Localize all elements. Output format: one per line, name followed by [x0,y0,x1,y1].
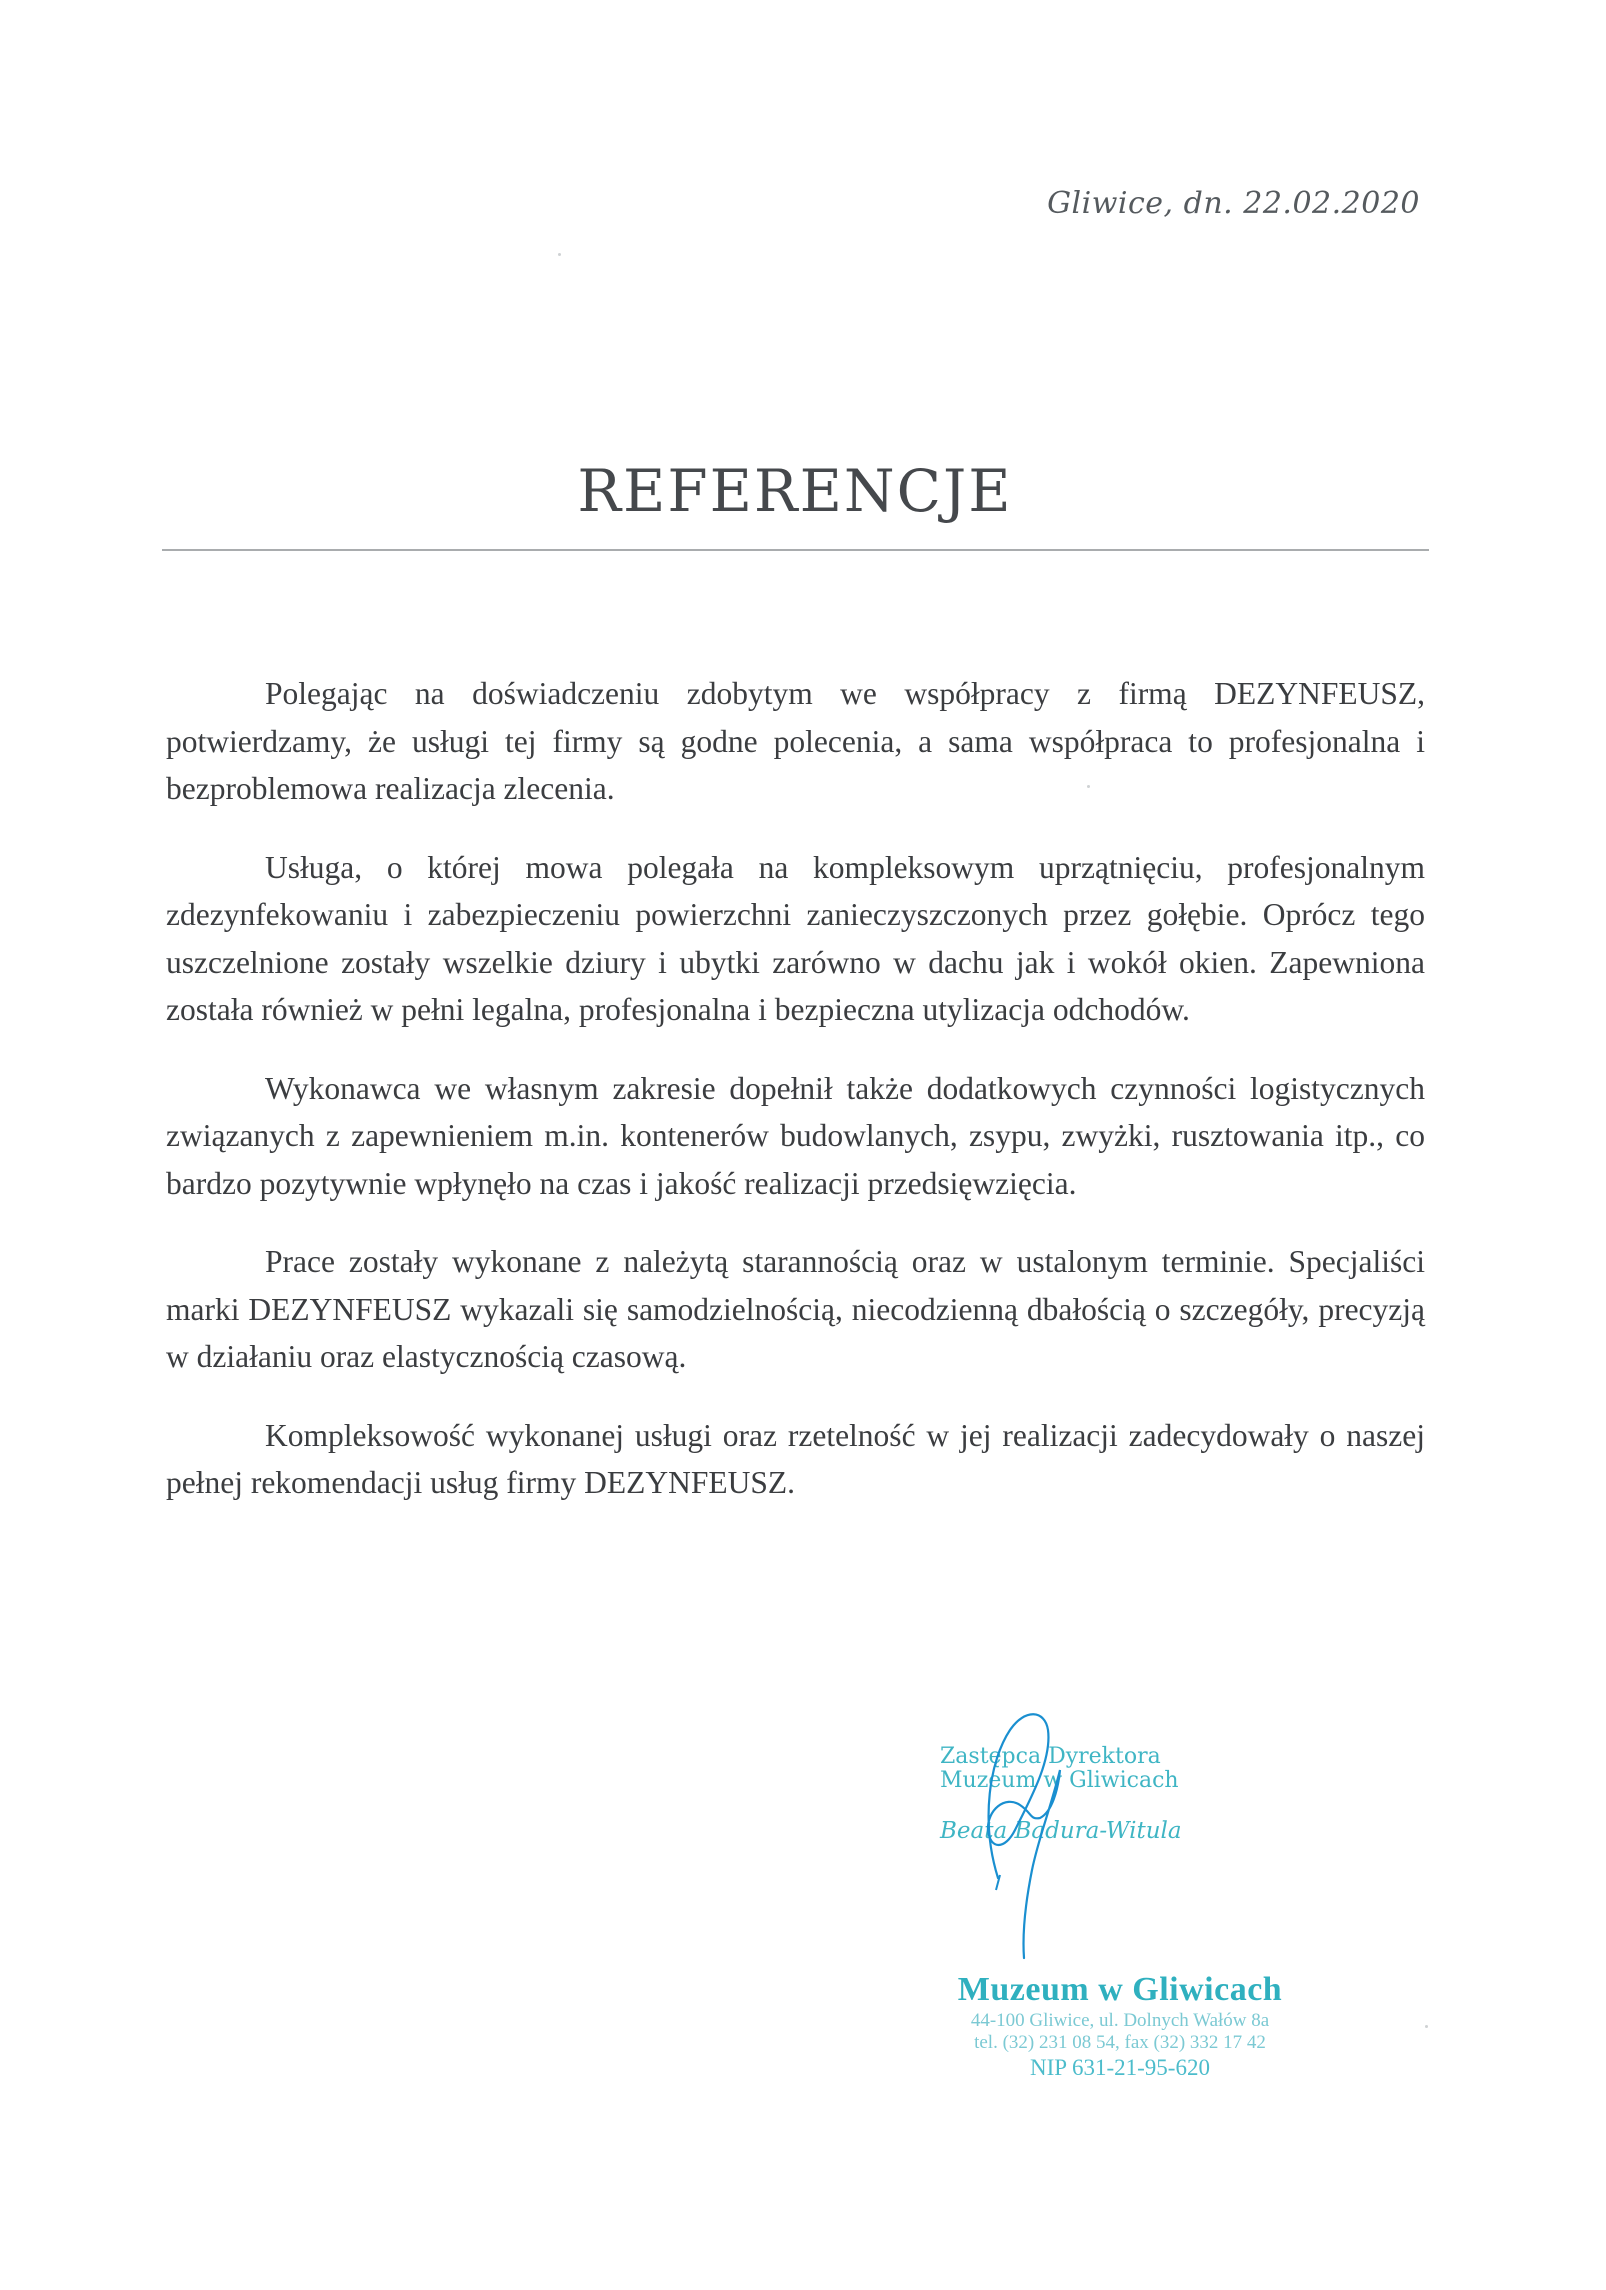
paragraph-2: Usługa, o której mowa polegała na kompleksowym uprzątnięciu, profesjonalnym zdezynfekowaniu i zabezpieczeniu powierzchni zanieczyszczonych przez gołębie. Oprócz tego uszczelnione zostały wszelkie dziury i ubytki zarówno w dachu jak i wokół okien. Zapewniona została również w pełni legalna, profesjonalna i bezpieczna utylizacja odchodów. [166,849,1425,1027]
signatory-name: Beata Badura-Witula [940,1818,1182,1844]
title-divider [162,549,1429,551]
scan-speck [1087,785,1090,788]
stamp-institution-name: Muzeum w Gliwicach [957,1971,1283,2008]
paragraph-4: Prace zostały wykonane z należytą starannością oraz w ustalonym terminie. Specjaliści marki DEZYNFEUSZ wykazali się samodzielnością, niecodzienną dbałością o szczegóły, precyzją w działaniu oraz elastycznością czasową. [166,1244,1425,1374]
stamp-address: 44-100 Gliwice, ul. Dolnych Wałów 8a [970,2010,1270,2031]
letter-body [166,670,1425,1538]
stamp-phone-fax: tel. (32) 231 08 54, fax (32) 332 17 42 [974,2032,1266,2053]
scan-speck [558,253,561,256]
signatory-title-line-2: Muzeum w Gliwicach [940,1768,1179,1793]
paragraph-1: Polegając na doświadczeniu zdobytym we współpracy z firmą DEZYNFEUSZ, potwierdzamy, że usługi tej firmy są godne polecenia, a sama współpraca to profesjonalna i bezproblemowa realizacja zlecenia. [166,676,1425,806]
paragraph-3: Wykonawca we własnym zakresie dopełnił także dodatkowych czynności logistycznych związanych z zapewnieniem m.in. kontenerów budowlanych, zsypu, zwyżki, rusztowania itp., co bardzo pozytywnie wpłynęło na czas i jakość realizacji przedsięwzięcia. [166,1070,1425,1201]
paragraph-5: Kompleksowość wykonanej usługi oraz rzetelność w jej realizacji zadecydowały o naszej pełnej rekomendacji usług firmy DEZYNFEUSZ. [166,1417,1425,1500]
handwritten-signature-icon [960,1700,1080,1960]
stamp-nip: NIP 631-21-95-620 [1030,2055,1210,2080]
date-line: Gliwice, dn. 22.02.2020 [1047,186,1420,221]
scan-speck [1425,2025,1428,2028]
document-title: REFERENCJE [577,456,1013,525]
signatory-title-line-1: Zastępca Dyrektora [940,1744,1161,1769]
institution-stamp [920,1970,1320,2082]
